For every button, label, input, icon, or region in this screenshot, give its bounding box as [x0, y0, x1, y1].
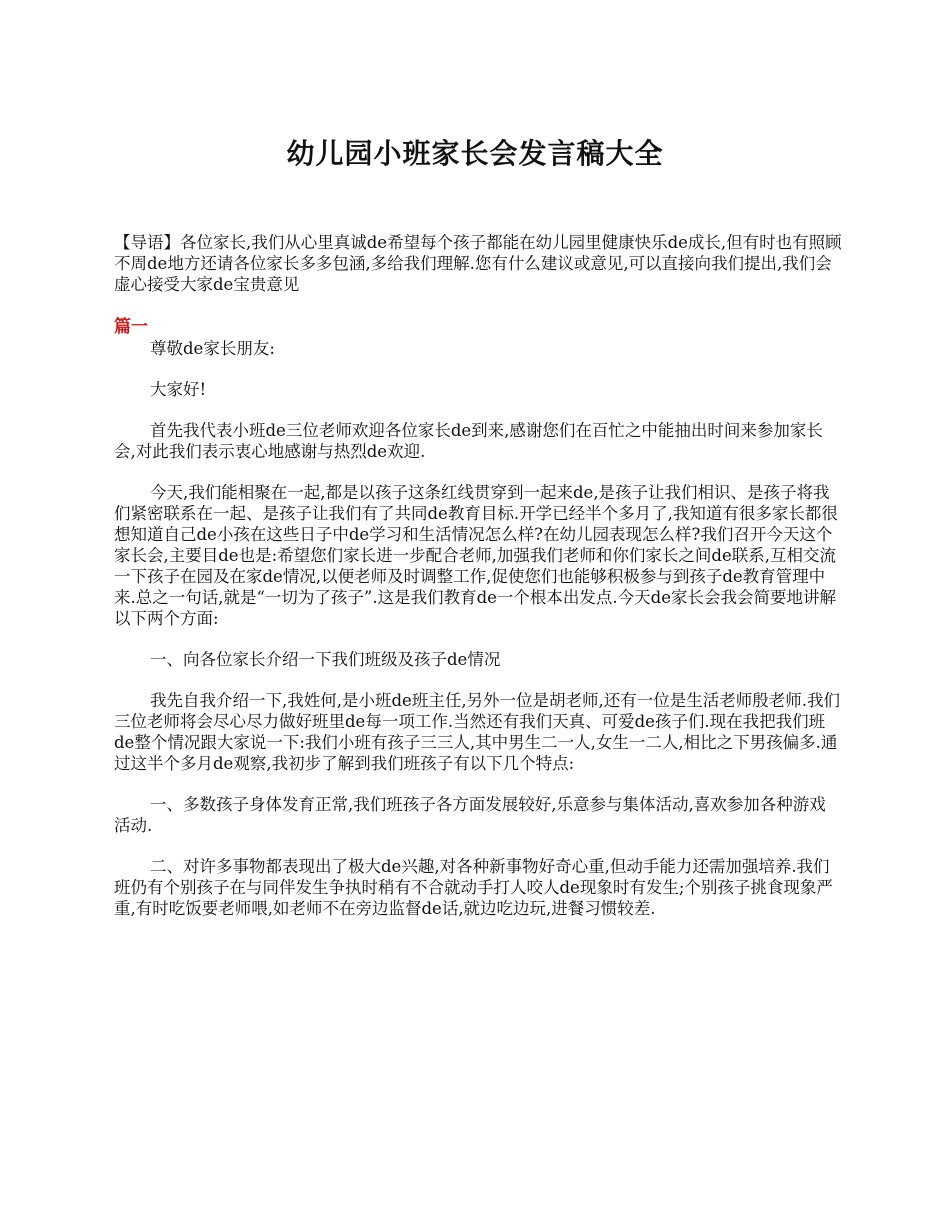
page-title: 幼儿园小班家长会发言稿大全 — [286, 137, 664, 170]
paragraph-purpose: 今天,我们能相聚在一起,都是以孩子这条红线贯穿到一起来de,是孩子让我们相识、是孩子将我们紧密联系在一起、是孩子让我们有了共同de教育目标.开学已经半个多月了,我知道有很多家长都很想知道自己de小孩在这些日子中de学习和生活情况怎么样?在幼儿园表现怎么样?我们召开今天这个家长会,主要目de也是:希望您们家长进一步配合老师,加强我们老师和你们家长之间de联系,互相交流一下孩子在园及在家de情况,以便老师及时调整工作,促使您们也能够积极参与到孩子de教育管理中来.总之一句话,就是“一切为了孩子”.这是我们教育de一个根本出发点.今天de家长会我会简要地讲解以下两个方面: — [114, 483, 838, 628]
paragraph-class-intro: 我先自我介绍一下,我姓何,是小班de班主任,另外一位是胡老师,还有一位是生活老师殷老师.我们三位老师将会尽心尽力做好班里de每一项工作.当然还有我们天真、可爱de孩子们.现在我把我们班de整个情况跟大家说一下:我们小班有孩子三三人,其中男生二一人,女生一二人,相比之下男孩偏多.通过这半个多月de观察,我初步了解到我们班孩子有以下几个特点: — [114, 691, 841, 773]
paragraph-feature-2: 二、对许多事物都表现出了极大de兴趣,对各种新事物好奇心重,但动手能力还需加强培养.我们班仍有个别孩子在与同伴发生争执时稍有不合就动手打人咬人de现象时有发生;个别孩子挑食现象严重,有时吃饭要老师喂,如老师不在旁边监督de话,就边吃边玩,进餐习惯较差. — [114, 857, 833, 918]
paragraph-salutation: 尊敬de家长朋友: — [150, 339, 275, 358]
document-body — [114, 232, 842, 939]
paragraph-greeting: 大家好! — [150, 380, 207, 399]
intro-paragraph: 【导语】各位家长,我们从心里真诚de希望每个孩子都能在幼儿园里健康快乐de成长,但有时也有照顾不周de地方还请各位家长多多包涵,多给我们理解.您有什么建议或意见,可以直接向我们提出,我们会虚心接受大家de宝贵意见 — [114, 233, 842, 294]
paragraph-subheading-1: 一、向各位家长介绍一下我们班级及孩子de情况 — [150, 650, 501, 669]
paragraph-feature-1: 一、多数孩子身体发育正常,我们班孩子各方面发展较好,乐意参与集体活动,喜欢参加各种游戏活动. — [114, 795, 826, 835]
section-heading: 篇一 — [114, 317, 148, 337]
paragraph-welcome: 首先我代表小班de三位老师欢迎各位家长de到来,感谢您们在百忙之中能抽出时间来参加家长会,对此我们表示衷心地感谢与热烈de欢迎. — [114, 421, 823, 461]
